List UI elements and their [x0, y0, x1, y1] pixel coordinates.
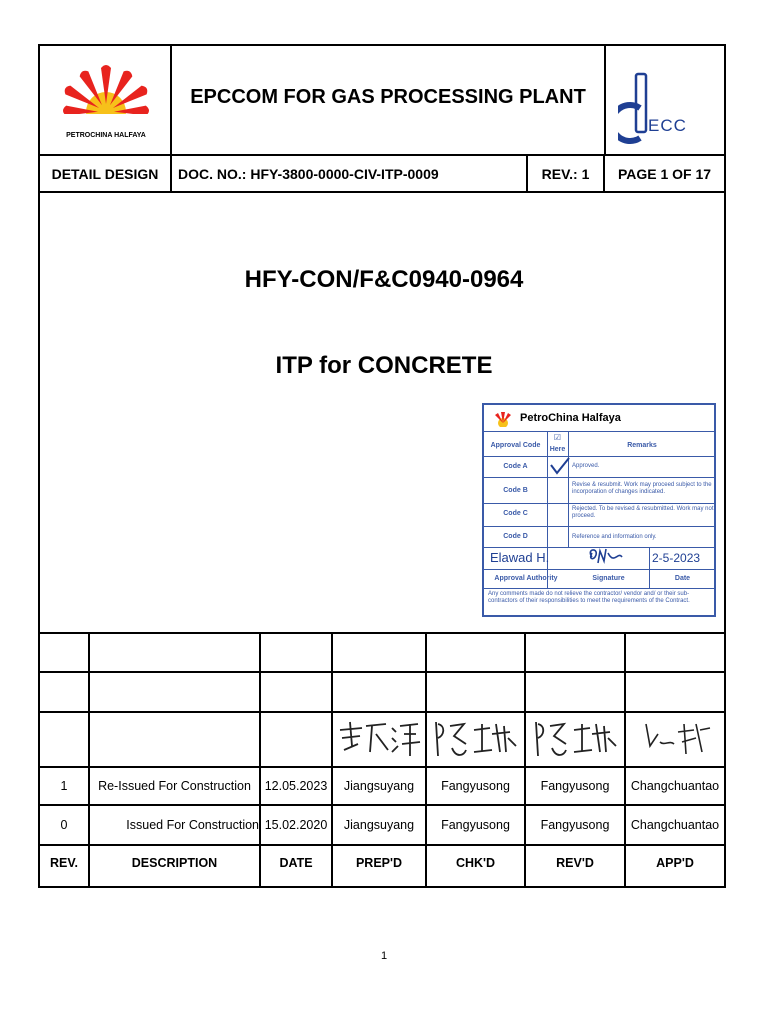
doc-number: DOC. NO.: HFY-3800-0000-CIV-ITP-0009: [178, 165, 439, 182]
company-name: PETROCHINA HALFAYA: [66, 132, 146, 139]
prepared-signature: [336, 716, 422, 762]
row-approved: Changchuantao: [630, 779, 720, 793]
stamp-code-d: Code D: [503, 533, 528, 540]
row-rev: 0: [60, 818, 68, 832]
reviewed-signature: [530, 716, 620, 762]
row-date: 12.05.2023: [264, 779, 328, 793]
petrochina-emblem-icon: [58, 54, 154, 124]
stamp-label-date: Date: [674, 575, 691, 582]
document-code: HFY-CON/F&C0940-0964: [244, 266, 524, 293]
stamp-label-signature: Signature: [592, 575, 625, 582]
stamp-code-b: Code B: [503, 487, 528, 494]
row-reviewed: Fangyusong: [540, 779, 610, 793]
approver-signature: [584, 545, 624, 569]
revision-number: REV.: 1: [541, 165, 590, 182]
header-col-line: [604, 44, 606, 154]
stamp-col-here: Here: [549, 446, 566, 453]
page-count: PAGE 1 OF 17: [617, 165, 712, 182]
stamp-code-a: Code A: [503, 463, 528, 470]
row-date: 15.02.2020: [264, 818, 328, 832]
header-divider-bottom: [38, 191, 726, 193]
approval-stamp: [482, 403, 716, 617]
ecc-logo-text: ECC: [648, 116, 687, 135]
stamp-remark-b: Revise & resubmit. Work may proceed subject to the incorporation of changes indicated.: [572, 482, 712, 495]
col-header-approved: APP'D: [656, 856, 694, 870]
stamp-remark-c: Rejected. To be revised & resubmitted. Work may not proceed.: [572, 506, 714, 519]
stamp-col-remarks: Remarks: [627, 442, 657, 449]
petrochina-logo: [58, 54, 154, 144]
stamp-code-c: Code C: [503, 510, 528, 517]
col-header-reviewed: REV'D: [556, 856, 594, 870]
col-header-prepared: PREP'D: [355, 856, 403, 870]
document-title: ITP for CONCRETE: [275, 352, 493, 379]
page-number: 1: [380, 950, 388, 962]
col-header-date: DATE: [279, 856, 313, 870]
approval-date: 2-5-2023: [652, 551, 701, 565]
col-header-checked: CHK'D: [455, 856, 496, 870]
row-checked: Fangyusong: [441, 818, 510, 832]
stamp-col-approval-code: Approval Code: [490, 442, 541, 449]
stamp-label-authority: Approval Authority: [494, 575, 558, 582]
row-reviewed: Fangyusong: [540, 818, 610, 832]
stamp-remark-d: Reference and information only.: [572, 534, 657, 540]
stamp-disclaimer: Any comments made do not relieve the contractor/ vendor and/ or their sub-contractors of their responsibilities to meet the requirements of the Contract.: [488, 591, 690, 604]
petrochina-small-icon: [494, 411, 512, 427]
col-header-rev: REV.: [49, 856, 79, 870]
row-prepared: Jiangsuyang: [343, 779, 415, 793]
row-rev: 1: [60, 779, 68, 793]
row-description: Issued For Construction: [126, 818, 259, 832]
col-header-description: DESCRIPTION: [131, 856, 218, 870]
approval-authority-name: Elawad H.: [490, 550, 550, 565]
row-description: Re-Issued For Construction: [98, 779, 251, 793]
row-checked: Fangyusong: [441, 779, 510, 793]
checked-signature: [430, 716, 520, 762]
approved-signature: [636, 716, 716, 762]
stamp-remark-a: Approved.: [572, 463, 600, 469]
ecc-logo: [618, 70, 698, 146]
checkbox-icon: ☑: [553, 433, 562, 442]
project-title: EPCCOM FOR GAS PROCESSING PLANT: [190, 86, 586, 108]
row-prepared: Jiangsuyang: [343, 818, 415, 832]
checkmark-icon: [549, 457, 571, 475]
stamp-company: PetroChina Halfaya: [520, 412, 621, 424]
row-approved: Changchuantao: [630, 818, 720, 832]
design-phase: DETAIL DESIGN: [51, 165, 159, 182]
